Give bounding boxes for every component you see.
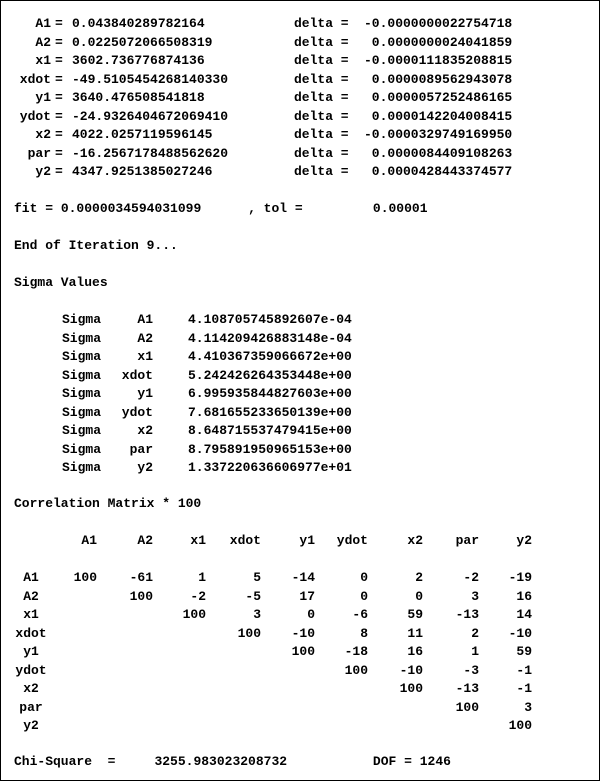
matrix-row-label: A1 [23,570,39,585]
parameter-value: -16.2567178488562620 [72,145,229,161]
parameter-name: y1 [35,90,51,105]
matrix-cell: 100 [73,570,97,585]
equals-sign: = [55,53,63,68]
parameter-name: xdot [19,71,51,87]
matrix-cell: -5 [245,588,261,604]
matrix-cell: -10 [399,662,423,678]
parameter-name: A1 [35,16,51,31]
dof-value: 1246 [419,754,451,769]
matrix-cell: 11 [407,625,423,641]
parameter-name: A2 [35,34,51,50]
matrix-column-header: A1 [81,533,97,548]
matrix-cell: 0 [415,588,423,604]
sigma-value: 8.648715537479415e+00 [188,423,352,438]
chi-square-line [14,753,451,772]
sigma-name: x2 [137,423,153,438]
matrix-cell: 1 [471,644,479,659]
matrix-cell: -10 [508,625,532,641]
matrix-cell: 100 [291,644,315,659]
sigma-title: Sigma Values [14,275,108,290]
matrix-cell: 0 [360,570,368,585]
sigma-prefix: Sigma [62,423,102,438]
matrix-column-header: x2 [407,533,423,548]
delta-label: delta = [294,16,349,31]
matrix-cell: 59 [407,607,423,622]
equals-sign: = [55,34,63,50]
equals-sign: = [55,145,63,161]
matrix-column-header: y2 [516,533,532,548]
matrix-cell: 3 [253,607,261,622]
parameter-name: x2 [35,127,51,142]
sigma-name: y2 [137,460,153,475]
delta-value: 0.0000142204008415 [364,108,513,124]
matrix-row-label: y2 [23,718,39,733]
matrix-cell: 5 [253,570,261,585]
correlation-title: Correlation Matrix * 100 [14,496,202,511]
delta-label: delta = [294,53,349,68]
tol-value: 0.00001 [372,201,428,216]
fit-label: fit = [14,201,54,216]
sigma-prefix: Sigma [62,349,102,364]
sigma-prefix: Sigma [62,330,102,346]
matrix-cell: 3 [471,588,479,604]
iteration-status: End of Iteration 9... [14,238,178,253]
delta-value: 0.0000428443374577 [364,164,513,179]
chi-square-label: Chi-Square = [14,754,116,769]
matrix-cell: 2 [415,570,423,585]
delta-label: delta = [294,127,349,142]
matrix-column-header: x1 [190,533,206,548]
sigma-prefix: Sigma [62,404,102,420]
equals-sign: = [55,71,63,87]
matrix-cell: 2 [471,625,479,641]
delta-label: delta = [294,108,349,124]
matrix-cell: 1 [198,570,206,585]
parameter-value: 4347.9251385027246 [72,164,213,179]
delta-value: -0.0000000022754718 [364,16,513,31]
sigma-value: 4.108705745892607e-04 [188,312,352,327]
matrix-cell: -2 [190,588,206,604]
matrix-cell: 0 [307,607,315,622]
matrix-column-header: xdot [229,533,261,548]
sigma-value: 4.410367359066672e+00 [188,349,352,364]
tol-label: , tol = [248,201,303,216]
matrix-cell: -2 [463,570,479,585]
matrix-cell: -19 [508,570,532,585]
sigma-name: A2 [137,330,153,346]
sigma-value: 6.995935844827603e+00 [188,386,352,401]
parameter-value: 0.043840289782164 [72,16,205,31]
matrix-cell: -10 [291,625,315,641]
matrix-cell: 14 [516,607,532,622]
sigma-name: par [129,441,153,457]
sigma-prefix: Sigma [62,312,102,327]
matrix-row-label: par [19,699,43,715]
parameter-value: 3602.736776874136 [72,53,205,68]
matrix-cell: 100 [344,662,368,678]
sigma-prefix: Sigma [62,441,102,457]
delta-label: delta = [294,145,349,161]
matrix-cell: 100 [182,607,206,622]
delta-label: delta = [294,90,349,105]
delta-label: delta = [294,71,349,87]
fit-line [14,200,428,219]
sigma-value: 5.242426264353448e+00 [188,367,352,383]
matrix-column-header: par [455,533,479,548]
matrix-row-label: A2 [23,588,39,604]
parameter-name: x1 [35,53,51,68]
equals-sign: = [55,164,63,179]
matrix-cell: 100 [508,718,532,733]
matrix-cell: 16 [407,644,423,659]
sigma-value: 7.681655233650139e+00 [188,404,352,420]
chi-square-value: 3255.983023208732 [154,754,288,769]
matrix-cell: 3 [524,699,532,715]
delta-value: 0.0000089562943078 [364,71,513,87]
matrix-cell: 8 [360,625,368,641]
matrix-row-label: xdot [15,625,47,641]
sigma-prefix: Sigma [62,386,102,401]
delta-label: delta = [294,164,349,179]
matrix-cell: 100 [237,625,261,641]
equals-sign: = [55,127,63,142]
matrix-column-header: ydot [336,533,368,548]
matrix-cell: 16 [516,588,532,604]
sigma-name: A1 [137,312,153,327]
matrix-row-label: x1 [23,607,39,622]
sigma-name: x1 [137,349,153,364]
parameter-name: y2 [35,164,51,179]
matrix-cell: -6 [352,607,368,622]
fit-value: 0.0000034594031099 [60,201,202,216]
equals-sign: = [55,90,63,105]
parameter-value: -24.9326404672069410 [72,108,229,124]
matrix-column-header: y1 [299,533,315,548]
matrix-cell: -18 [344,644,368,659]
matrix-cell: 100 [129,588,153,604]
matrix-cell: 0 [360,588,368,604]
matrix-row-label: ydot [15,662,47,678]
parameter-value: 4022.0257119596145 [72,127,213,142]
matrix-cell: 100 [455,699,479,715]
delta-value: 0.0000084409108263 [364,145,513,161]
delta-value: -0.0000329749169950 [364,127,513,142]
parameter-value: -49.5105454268140330 [72,71,229,87]
sigma-prefix: Sigma [62,367,102,383]
delta-label: delta = [294,34,349,50]
matrix-cell: -61 [129,570,153,585]
sigma-value: 8.795891950965153e+00 [188,441,352,457]
delta-value: -0.0000111835208815 [364,53,513,68]
matrix-cell: -14 [291,570,315,585]
matrix-column-header: A2 [137,533,153,548]
sigma-value: 4.114209426883148e-04 [188,330,352,346]
matrix-cell: -1 [516,681,532,696]
matrix-cell: 100 [399,681,423,696]
parameter-name: par [27,145,51,161]
sigma-prefix: Sigma [62,460,102,475]
sigma-name: ydot [121,404,153,420]
matrix-cell: -1 [516,662,532,678]
matrix-cell: -13 [455,607,479,622]
sigma-name: xdot [121,367,153,383]
parameter-value: 3640.476508541818 [72,90,205,105]
sigma-name: y1 [137,386,153,401]
matrix-row-label: y1 [23,644,39,659]
delta-value: 0.0000057252486165 [364,90,513,105]
parameter-value: 0.0225072066508319 [72,34,213,50]
matrix-cell: 17 [299,588,315,604]
matrix-row-label: x2 [23,681,39,696]
equals-sign: = [55,108,63,124]
matrix-cell: 59 [516,644,532,659]
sigma-value: 1.337220636606977e+01 [188,460,352,475]
equals-sign: = [55,16,63,31]
dof-label: DOF = [372,754,412,769]
delta-value: 0.0000000024041859 [364,34,513,50]
matrix-cell: -13 [455,681,479,696]
parameter-name: ydot [19,108,51,124]
matrix-cell: -3 [463,662,479,678]
